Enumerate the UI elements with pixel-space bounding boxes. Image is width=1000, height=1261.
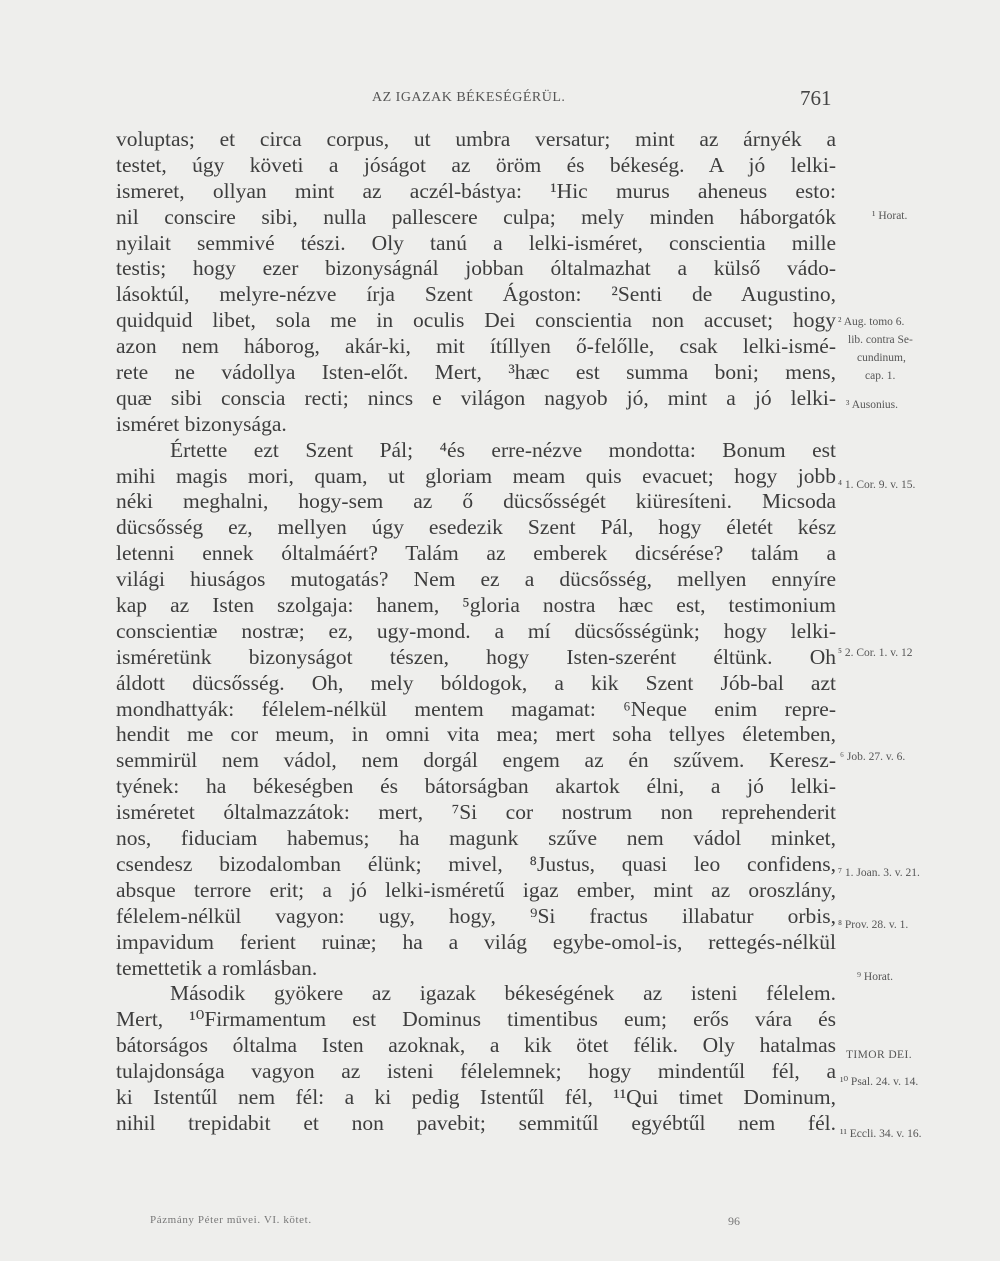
text-line: azon nem háborog, akár-ki, mit ítíllyen ő-felőlle, csak lelki-ismé-: [116, 334, 836, 359]
text-line: temettetik a romlásban.: [116, 955, 318, 980]
text-line: quidquid libet, sola me in oculis Dei conscientia non accuset; hogy: [116, 308, 836, 333]
margin-note: ¹⁰ Psal. 24. v. 14.: [840, 1076, 919, 1088]
text-line: hendit me cor meum, in omni vita mea; mert soha tellyes életemben,: [116, 722, 836, 747]
text-line: néki meghalni, hogy-sem az ő dücsősségét kiüresíteni. Micsoda: [116, 489, 836, 514]
margin-note: lib. contra Se-: [848, 334, 913, 346]
text-line: nihil trepidabit et non pavebit; semmitűl egyébtűl nem fél.: [116, 1110, 836, 1135]
text-line: conscientiæ nostræ; ez, ugy-mond. a mí dücsősségünk; hogy lelki-: [116, 618, 836, 643]
text-line: testet, úgy követi a jóságot az öröm és békeség. A jó lelki-: [116, 152, 836, 177]
text-line: csendesz bizodalomban élünk; mivel, ⁸Justus, quasi leo confidens,: [116, 851, 836, 876]
text-line: Második gyökere az igazak békeségének az isteni félelem.: [170, 981, 836, 1006]
text-line: nos, fiduciam habemus; ha magunk szűve nem vádol minket,: [116, 826, 836, 851]
text-line: áldott dücsősség. Oh, mely bóldogok, a kik Szent Jób-bal azt: [116, 670, 836, 695]
text-line: isméretet óltalmazzátok: mert, ⁷Si cor nostrum non reprehenderit: [116, 800, 836, 825]
margin-note: ⁵ 2. Cor. 1. v. 12: [838, 647, 913, 659]
text-line: quæ sibi conscia recti; nincs e világon nagyob jó, mint a jó lelki-: [116, 385, 836, 410]
text-line: impavidum ferient ruinæ; ha a világ egybe-omol-is, rettegés-nélkül: [116, 929, 836, 954]
text-line: félelem-nélkül vagyon: ugy, hogy, ⁹Si fractus illabatur orbis,: [116, 903, 836, 928]
text-line: tulajdonsága vagyon az isteni félelemnek; hogy mindentűl fél, a: [116, 1059, 836, 1084]
text-line: nyilait semmivé tészi. Oly tanú a lelki-isméret, conscientia mille: [116, 230, 836, 255]
text-line: Értette ezt Szent Pál; ⁴és erre-nézve mondotta: Bonum est: [170, 437, 836, 462]
margin-note: ⁷ 1. Joan. 3. v. 21.: [838, 867, 920, 879]
text-line: nil conscire sibi, nulla pallescere culpa; mely minden háborgatók: [116, 204, 836, 229]
text-line: testis; hogy ezer bizonyságnál jobban óltalmazhat a külső vádo-: [116, 256, 836, 281]
text-line: mondhattyák: félelem-nélkül mentem magamat: ⁶Neque enim repre-: [116, 696, 836, 721]
margin-heading: TIMOR DEI.: [846, 1049, 912, 1061]
margin-note: ⁹ Horat.: [857, 971, 893, 983]
margin-note: ¹¹ Eccli. 34. v. 16.: [840, 1128, 922, 1140]
text-line: semmirül nem vádol, nem dorgál engem az én szűvem. Keresz-: [116, 748, 836, 773]
footer-signature: Pázmány Péter művei. VI. kötet.: [150, 1214, 312, 1226]
text-line: ki Istentűl nem fél: a ki pedig Istentűl fél, ¹¹Qui timet Dominum,: [116, 1084, 836, 1109]
text-line: absque terrore erit; a jó lelki-isméretű igaz ember, mint az oroszlány,: [116, 877, 836, 902]
text-line: isméret bizonysága.: [116, 411, 287, 436]
margin-note: ³ Ausonius.: [846, 399, 899, 411]
text-line: kap az Isten szolgaja: hanem, ⁵gloria nostra hæc est, testimonium: [116, 593, 836, 618]
margin-note: cap. 1.: [865, 370, 896, 382]
margin-note: ² Aug. tomo 6.: [838, 316, 905, 328]
margin-note: ⁸ Prov. 28. v. 1.: [838, 919, 909, 931]
running-header-title: AZ IGAZAK BÉKESÉGÉRÜL.: [372, 90, 566, 105]
text-line: világi hiuságos mutogatás? Nem ez a dücsősség, mellyen ennyíre: [116, 567, 836, 592]
text-line: dücsősség ez, mellyen úgy esedezik Szent Pál, hogy életét kész: [116, 515, 836, 540]
text-line: voluptas; et circa corpus, ut umbra versatur; mint az árnyék a: [116, 127, 836, 151]
body-text: [116, 127, 836, 1137]
text-line: rete ne vádollya Isten-előt. Mert, ³hæc est summa boni; mens,: [116, 360, 836, 385]
margin-note: ¹ Horat.: [872, 210, 908, 222]
text-line: lásoktúl, melyre-nézve írja Szent Ágoston: ²Senti de Augustino,: [116, 282, 836, 307]
footer-sheet-number: 96: [728, 1214, 740, 1228]
text-line: letenni ennek óltalmáért? Talám az emberek dicsérése? talám a: [116, 541, 836, 566]
text-line: mihi magis mori, quam, ut gloriam meam quis evacuet; hogy jobb: [116, 463, 836, 488]
text-line: bátorságos óltalma Isten azoknak, a kik ötet félik. Oly hatalmas: [116, 1033, 836, 1058]
text-line: Mert, ¹⁰Firmamentum est Dominus timentibus eum; erős vára és: [116, 1007, 836, 1032]
page-number: 761: [800, 86, 832, 110]
margin-note: ⁶ Job. 27. v. 6.: [840, 751, 906, 763]
margin-note: cundinum,: [857, 352, 906, 364]
margin-note: ⁴ 1. Cor. 9. v. 15.: [838, 479, 916, 491]
text-line: tyének: ha békeségben és bátorságban akartok élni, a jó lelki-: [116, 774, 836, 799]
text-line: isméretünk bizonyságot tészen, hogy Isten-szerént éltünk. Oh: [116, 644, 836, 669]
text-line: ismeret, ollyan mint az aczél-bástya: ¹Hic murus aheneus esto:: [116, 178, 836, 203]
